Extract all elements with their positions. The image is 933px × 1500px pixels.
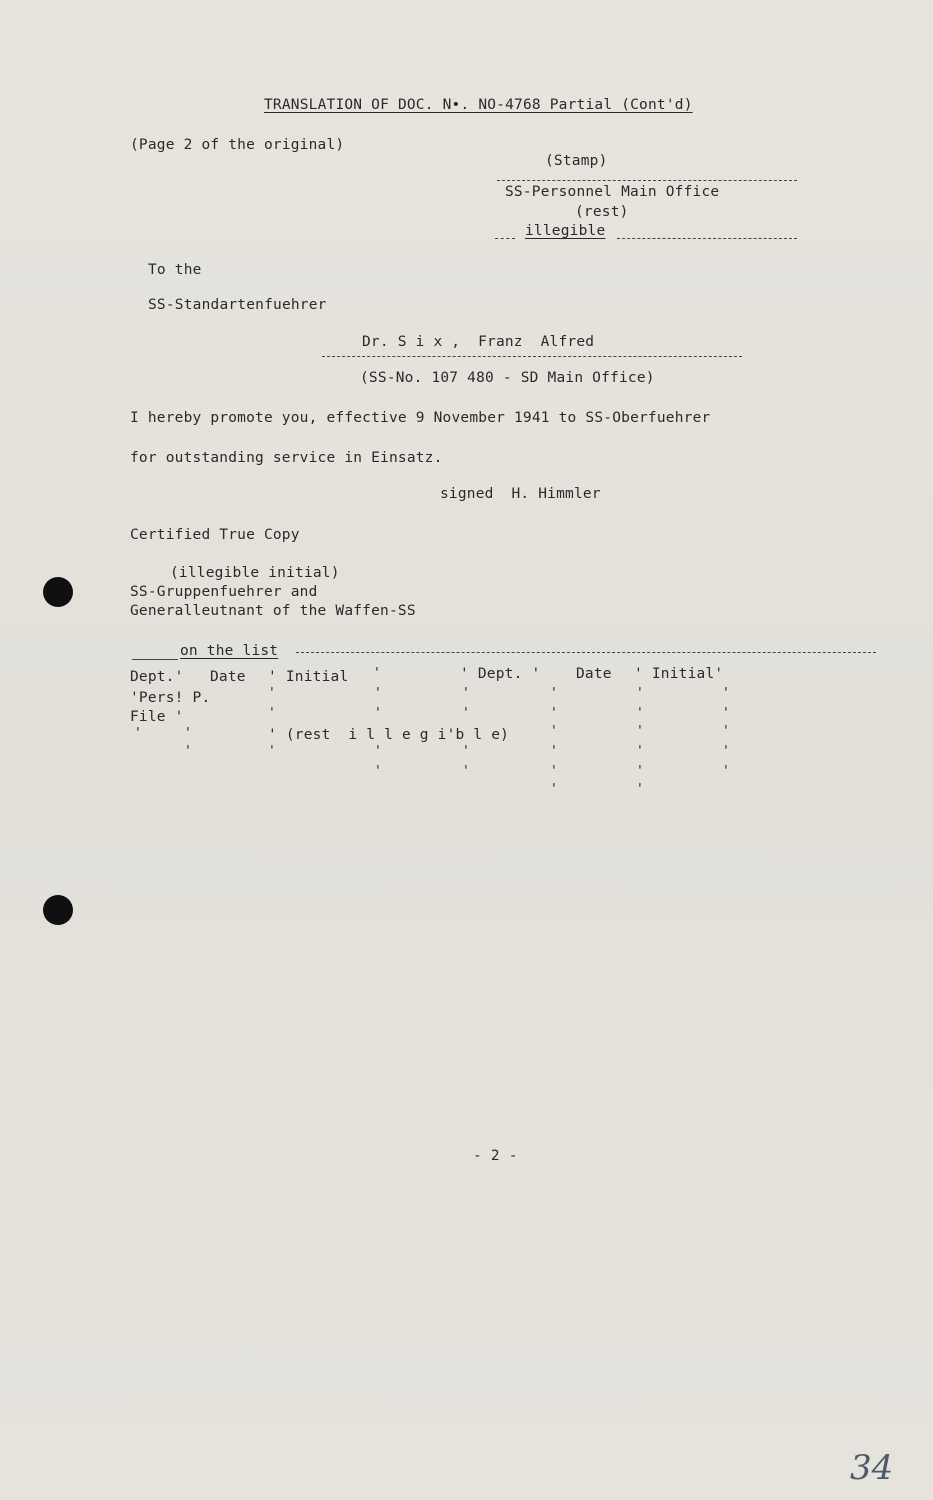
tick: ' <box>722 724 730 739</box>
certifier-initial: (illegible initial) <box>170 565 340 581</box>
name-rule <box>322 356 742 357</box>
tick: ' <box>374 744 382 759</box>
address-to: To the <box>148 262 202 278</box>
col-dept-1: Dept.' <box>130 669 184 685</box>
stamp-rest: (rest) <box>575 204 629 220</box>
on-the-list-label: on the list <box>180 643 279 659</box>
tick: ' <box>374 686 382 701</box>
tick: ' <box>722 764 730 779</box>
handwritten-page-number: 34 <box>850 1448 894 1488</box>
tick: ' <box>636 686 644 701</box>
tick: ' <box>550 706 558 721</box>
tick: ' <box>550 782 558 797</box>
tick: ' <box>636 764 644 779</box>
tick: ' <box>184 744 192 759</box>
tick: ' <box>636 706 644 721</box>
stamp-bottom-rule-left <box>495 238 515 239</box>
tick: ' <box>184 726 192 741</box>
tick: ' <box>268 686 276 701</box>
recipient-rank: SS-Standartenfuehrer <box>148 297 327 313</box>
certified-label: Certified True Copy <box>130 527 300 543</box>
list-rule-left <box>132 659 178 660</box>
rest-illegible: ' (rest i l l e g i'b l e) <box>268 727 510 743</box>
promotion-text-line2: for outstanding service in Einsatz. <box>130 450 443 466</box>
tick: ' <box>550 744 558 759</box>
row-file: File ' <box>130 709 184 725</box>
tick: ' <box>636 782 644 797</box>
tick: ' <box>636 724 644 739</box>
tick: ' <box>636 744 644 759</box>
recipient-name: Dr. S i x , Franz Alfred <box>362 334 595 350</box>
tick: ' <box>550 724 558 739</box>
document-title: TRANSLATION OF DOC. N•. NO-4768 Partial (Cont'd) <box>264 97 693 113</box>
col-initial-2: ' Initial' <box>634 666 724 682</box>
stamp-illegible: illegible <box>525 223 606 239</box>
tick: ' <box>722 744 730 759</box>
page-note: (Page 2 of the original) <box>130 137 345 153</box>
tick: ' <box>374 764 382 779</box>
tick: ' <box>268 706 276 721</box>
col-dept-2: ' Dept. ' <box>460 666 541 682</box>
row-pers: 'Pers! P. <box>130 690 211 706</box>
tick: ' <box>550 764 558 779</box>
tick: ' <box>722 706 730 721</box>
tick: ' <box>462 764 470 779</box>
certifier-rank2: Generalleutnant of the Waffen-SS <box>130 603 416 619</box>
tick: ' <box>722 686 730 701</box>
punch-hole <box>43 895 73 925</box>
recipient-number: (SS-No. 107 480 - SD Main Office) <box>360 370 655 386</box>
tick: ' <box>462 706 470 721</box>
signature-line: signed H. Himmler <box>440 486 601 502</box>
stamp-office: SS-Personnel Main Office <box>505 184 720 200</box>
tick: ' <box>462 686 470 701</box>
stamp-label: (Stamp) <box>545 153 608 169</box>
col-date-1: Date <box>210 669 246 685</box>
tick: ' <box>134 726 142 741</box>
col-separator: ' <box>373 666 381 681</box>
stamp-top-rule <box>497 180 797 181</box>
col-date-2: Date <box>576 666 612 682</box>
tick: ' <box>374 706 382 721</box>
tick: ' <box>462 744 470 759</box>
promotion-text-line1: I hereby promote you, effective 9 November 1941 to SS-Oberfuehrer <box>130 410 711 426</box>
list-rule-right <box>296 652 876 653</box>
page-number: - 2 - <box>473 1148 518 1164</box>
certifier-rank1: SS-Gruppenfuehrer and <box>130 584 318 600</box>
tick: ' <box>550 686 558 701</box>
stamp-bottom-rule-right <box>617 238 797 239</box>
col-initial-1: ' Initial <box>268 669 349 685</box>
tick: ' <box>268 744 276 759</box>
punch-hole <box>43 577 73 607</box>
